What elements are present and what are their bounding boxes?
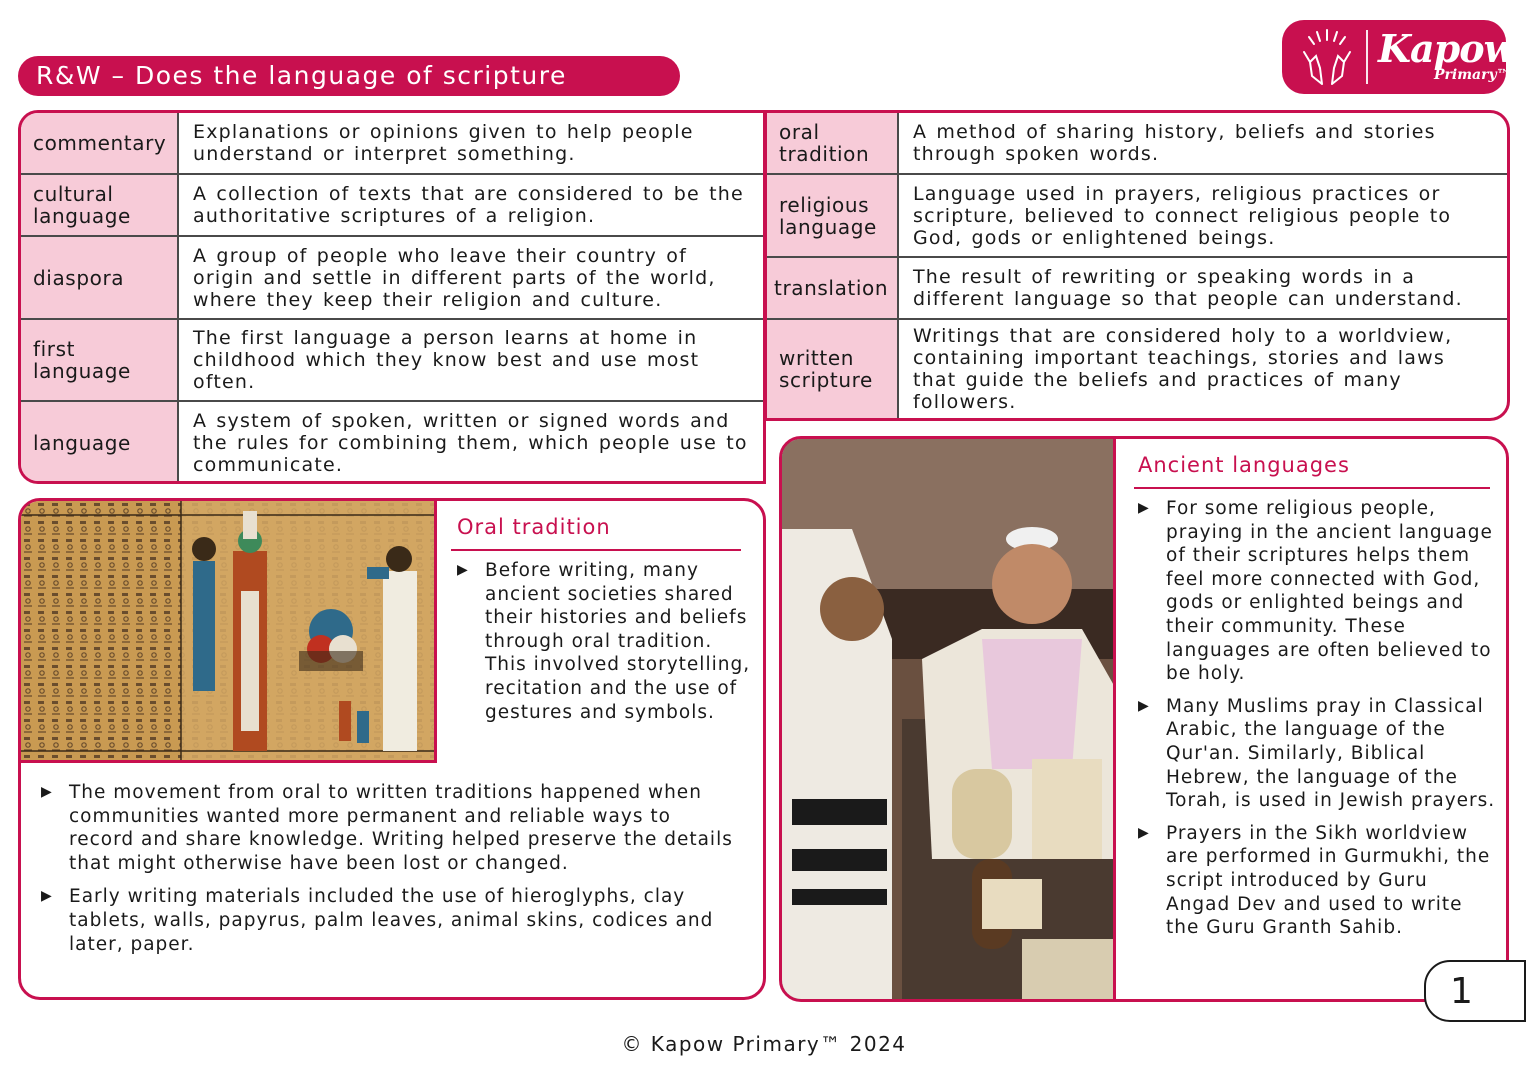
ancient-bullet-list	[1136, 497, 1496, 940]
ancient-languages-panel	[779, 436, 1509, 1002]
vocab-term: commentary	[21, 113, 179, 173]
vocab-row	[767, 175, 1507, 258]
list-item: ▶ For some religious people, praying in the ancient language of their scriptures helps them feel more connected with God, gods or enlighted beings and their community. These languages are often believed to be holy.	[1136, 497, 1496, 686]
oral-tradition-panel	[18, 498, 766, 1000]
vocab-definition: A system of spoken, written or signed words and the rules for combining them, which people use to communicate.	[193, 410, 748, 476]
vocab-row	[767, 258, 1507, 320]
vocab-row	[21, 402, 763, 484]
list-item: ▶ The movement from oral to written traditions happened when communities wanted more permanent and reliable ways to record and share knowledge. Writing helped preserve the details that might otherwise have been lost or changed.	[39, 781, 739, 875]
logo-divider	[1366, 30, 1368, 84]
page-number: 1	[1424, 960, 1526, 1022]
vocab-definition: A method of sharing history, beliefs and stories through spoken words.	[913, 121, 1436, 165]
vocab-definition: The result of rewriting or speaking words in a different language so that people can understand.	[913, 266, 1463, 310]
ancient-languages-title: Ancient languages	[1138, 453, 1350, 477]
vocab-definition: Writings that are considered holy to a worldview, containing important teachings, stories and laws that guide the beliefs and practices of many followers.	[913, 325, 1453, 413]
page-title: R&W – Does the language of scripture	[18, 56, 680, 96]
vocab-definition: A collection of texts that are considered to be the authoritative scriptures of a religion.	[193, 183, 744, 227]
vocab-row	[21, 237, 763, 320]
vocab-definition: Explanations or opinions given to help people understand or interpret something.	[193, 121, 694, 165]
vocab-term: language	[21, 402, 179, 484]
vocab-term: first language	[21, 320, 179, 400]
vocab-term: translation	[767, 258, 899, 318]
vocab-definition: A group of people who leave their country of origin and settle in different parts of the world, where they keep their religion and culture.	[193, 244, 716, 311]
kapow-logo	[1282, 20, 1516, 94]
list-item: ▶ Many Muslims pray in Classical Arabic, the language of the Qur'an. Similarly, Biblical Hebrew, the language of the Torah, is used in Jewish prayers.	[1136, 695, 1496, 813]
vocab-row	[767, 113, 1507, 175]
vocab-term: diaspora	[21, 237, 179, 318]
title-underline	[451, 549, 741, 551]
vocab-term: written scripture	[767, 320, 899, 418]
egyptian-papyrus-image	[21, 501, 437, 763]
vocab-definition: Language used in prayers, religious practices or scripture, believed to connect religious people to God, gods or enlightened beings.	[913, 182, 1452, 249]
oral-side-list	[455, 559, 751, 724]
footer-copyright: © Kapow Primary™ 2024	[621, 1032, 907, 1056]
logo-brand: Kapow	[1378, 26, 1516, 71]
vocab-row	[21, 320, 763, 402]
vocab-row	[21, 175, 763, 237]
logo-sub: Primary™	[1434, 67, 1511, 83]
vocab-term: cultural language	[21, 175, 179, 235]
oral-tradition-title: Oral tradition	[457, 515, 611, 539]
vocab-row	[767, 320, 1507, 418]
list-item: ▶ Prayers in the Sikh worldview are performed in Gurmukhi, the script introduced by Guru Angad Dev and used to write the Guru Granth Sahib.	[1136, 822, 1496, 940]
vocab-term: oral tradition	[767, 113, 899, 173]
vocab-term: religious language	[767, 175, 899, 256]
list-item: ▶ Before writing, many ancient societies shared their histories and beliefs through oral tradition. This involved storytelling, recitation and the use of gestures and symbols.	[455, 559, 751, 724]
vocab-row	[21, 113, 763, 175]
oral-bullet-list	[39, 781, 739, 956]
vocab-definition: The first language a person learns at home in childhood which they know best and use most often.	[193, 327, 700, 393]
praying-hands-icon	[1292, 28, 1362, 86]
title-underline	[1134, 487, 1490, 489]
vocabulary-table-left	[18, 110, 766, 484]
list-item: ▶ Early writing materials included the use of hieroglyphs, clay tablets, walls, papyrus, palm leaves, animal skins, codices and later, paper.	[39, 885, 739, 956]
vocabulary-table-right	[764, 110, 1510, 421]
torah-reading-photo	[782, 439, 1116, 999]
